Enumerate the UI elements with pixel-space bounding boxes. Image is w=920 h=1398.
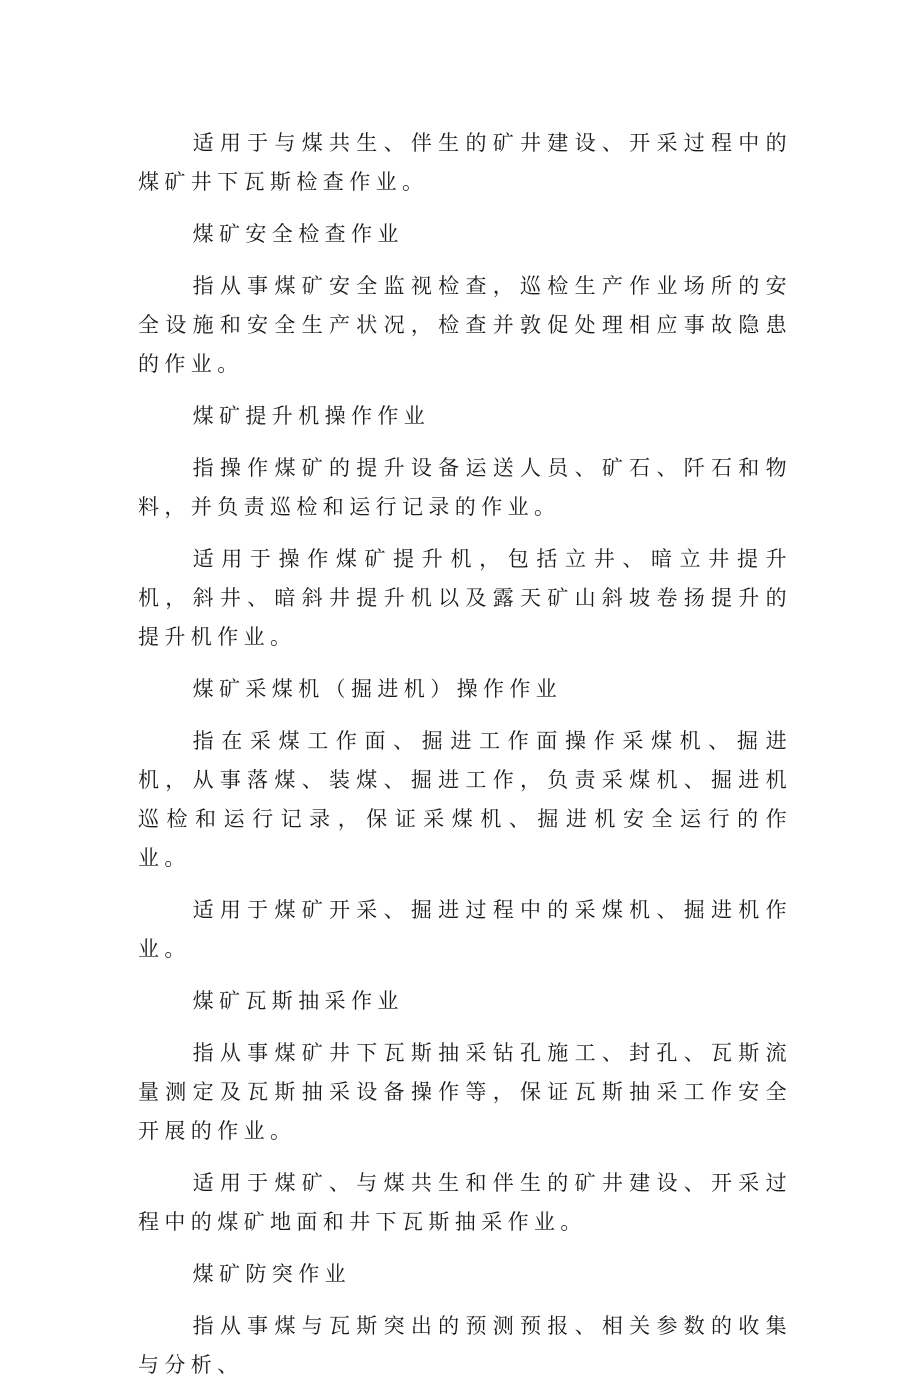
section-heading-outburst-prevention: 煤矿防突作业 [192,1262,351,1286]
paragraph-hoist-scope: 适用于操作煤矿提升机，包括立井、暗立井提升机，斜井、暗斜井提升机以及露天矿山斜坡卷扬提升的提升机作业。 [138,547,792,649]
section-heading-gas-drainage: 煤矿瓦斯抽采作业 [192,989,404,1013]
document-body [138,124,792,1398]
paragraph-scope-gas-inspection: 适用于与煤共生、伴生的矿井建设、开采过程中的煤矿井下瓦斯检查作业。 [138,131,792,194]
section-heading-shearer-operation: 煤矿采煤机（掘进机）操作作业 [192,677,563,701]
paragraph-gas-drainage-definition: 指从事煤矿井下瓦斯抽采钻孔施工、封孔、瓦斯流量测定及瓦斯抽采设备操作等，保证瓦斯抽采工作安全开展的作业。 [138,1041,792,1143]
section-heading-hoist-operation: 煤矿提升机操作作业 [192,404,431,428]
paragraph-outburst-definition: 指从事煤与瓦斯突出的预测预报、相关参数的收集与分析、 [138,1314,792,1377]
paragraph-shearer-scope: 适用于煤矿开采、掘进过程中的采煤机、掘进机作业。 [138,898,792,961]
paragraph-shearer-definition: 指在采煤工作面、掘进工作面操作采煤机、掘进机，从事落煤、装煤、掘进工作，负责采煤机、掘进机巡检和运行记录，保证采煤机、掘进机安全运行的作业。 [138,729,792,870]
paragraph-gas-drainage-scope: 适用于煤矿、与煤共生和伴生的矿井建设、开采过程中的煤矿地面和井下瓦斯抽采作业。 [138,1171,792,1234]
paragraph-safety-inspection-definition: 指从事煤矿安全监视检查，巡检生产作业场所的安全设施和安全生产状况，检查并敦促处理相应事故隐患的作业。 [138,274,792,376]
section-heading-safety-inspection: 煤矿安全检查作业 [192,222,404,246]
paragraph-hoist-definition: 指操作煤矿的提升设备运送人员、矿石、阡石和物料，并负责巡检和运行记录的作业。 [138,456,792,519]
